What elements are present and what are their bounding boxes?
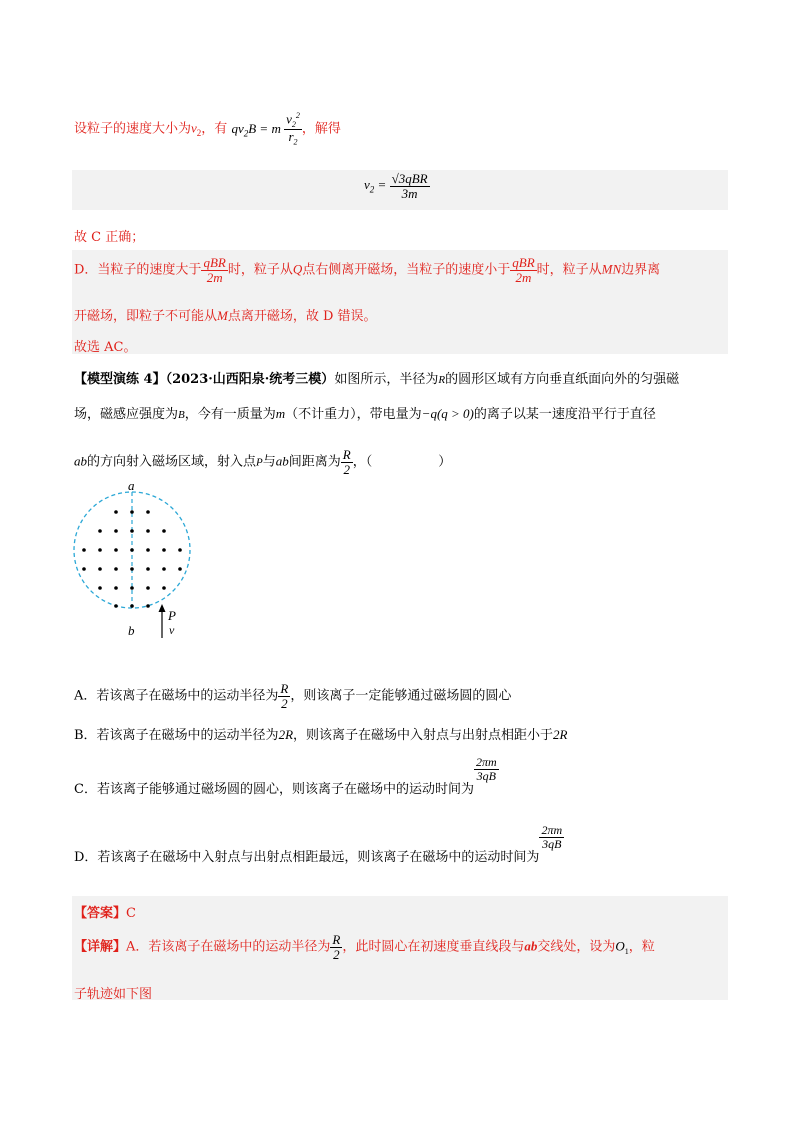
- text: D．当粒子的速度大于: [74, 262, 202, 278]
- text: ，解得: [301, 121, 341, 137]
- text: 点右侧离开磁场，当粒子的速度小于: [302, 262, 511, 278]
- c-correct-line: 故 C 正确；: [74, 230, 145, 245]
- fraction: [284, 112, 302, 147]
- fraction: [390, 172, 430, 200]
- fraction: [474, 756, 499, 782]
- den: r: [288, 129, 294, 145]
- var-mn: MN: [601, 261, 622, 277]
- detail-line1: [74, 933, 655, 961]
- label-a: a: [128, 480, 135, 493]
- choose-line: 故选 AC。: [74, 340, 137, 355]
- eq: =: [374, 177, 390, 193]
- text: 与: [262, 454, 276, 470]
- num: qBR: [512, 255, 535, 270]
- text: （不计重力），带电量为: [285, 407, 422, 422]
- var-R: R: [438, 374, 446, 386]
- sub: 2: [291, 119, 296, 129]
- var-B: B: [178, 409, 185, 421]
- f-lhs2: B = m: [248, 120, 281, 136]
- den: 3qB: [542, 836, 562, 851]
- text: D．若该离子在磁场中入射点与出射点相距最远，则该离子在磁场中的运动时间为: [74, 849, 540, 865]
- answer-value: C: [126, 906, 136, 921]
- fraction: [278, 682, 290, 710]
- sub: 2: [196, 128, 202, 139]
- text: C．若该离子能够通过磁场圆的圆心，则该离子在磁场中的运动时间为: [74, 781, 474, 797]
- text: ，此时圆心在初速度垂直线段与: [342, 939, 525, 955]
- text: 如图所示，半径为: [334, 372, 439, 387]
- den: 2m: [515, 269, 532, 285]
- text: 设粒子的速度大小为: [74, 121, 192, 137]
- fraction: [510, 256, 536, 284]
- text: 开磁场，即粒子不可能从: [74, 309, 218, 324]
- var-O: O: [615, 938, 625, 954]
- text: ，今有一质量为: [184, 407, 276, 422]
- val: 2R: [278, 727, 294, 742]
- den: 2: [343, 461, 350, 477]
- num: R: [332, 932, 341, 947]
- var-v: v: [191, 120, 197, 136]
- lhs: v: [364, 177, 370, 193]
- problem-line1: [74, 368, 679, 387]
- num: 2πm: [475, 755, 497, 769]
- option-a: [74, 682, 511, 710]
- option-c: [74, 755, 499, 797]
- num: √3qBR: [391, 171, 428, 186]
- magnetic-field-figure: [70, 480, 200, 640]
- answer-label: 【答案】: [74, 906, 127, 921]
- text: 场，磁感应强度为: [74, 407, 179, 422]
- label-P: P: [168, 608, 176, 623]
- fraction: [539, 824, 564, 850]
- text: A．若该离子在磁场中的运动半径为: [74, 688, 279, 704]
- sub: 2: [369, 184, 375, 195]
- den: 3qB: [476, 768, 496, 783]
- den: 2m: [206, 269, 223, 285]
- text: 时，粒子从: [227, 262, 293, 278]
- var-P: P: [256, 456, 263, 469]
- text: 时，粒子从: [536, 262, 602, 278]
- num: qBR: [203, 255, 226, 270]
- option-b: [74, 724, 567, 743]
- num: v: [286, 111, 292, 127]
- var-ab: ab: [524, 938, 538, 954]
- num: R: [342, 447, 351, 462]
- num: 2πm: [541, 823, 563, 837]
- label-v: v: [169, 623, 175, 637]
- var-q: Q: [292, 261, 303, 277]
- sub: 2: [243, 128, 249, 139]
- text: 间距离为: [288, 454, 341, 470]
- var-ab: ab: [74, 453, 87, 469]
- problem-line3: [74, 448, 451, 476]
- text: B．若该离子在磁场中的运动半径为: [74, 728, 279, 743]
- problem-line2: [74, 403, 656, 422]
- sup: 2: [295, 111, 300, 120]
- detail-line2: 子轨迹如下图: [74, 987, 153, 1002]
- fraction: [330, 933, 342, 961]
- detail-label: 【详解】: [74, 939, 127, 955]
- den: 3m: [401, 185, 418, 201]
- var-m: m: [275, 406, 286, 421]
- text: 的方向射入磁场区域，射入点: [87, 454, 257, 470]
- var-m: M: [217, 308, 228, 323]
- velocity-arrowhead: [159, 604, 166, 612]
- text: 交线处，设为: [537, 939, 616, 955]
- text: 的圆形区域有方向垂直纸面向外的匀强磁: [445, 372, 680, 387]
- val: 2R: [553, 727, 568, 742]
- num: R: [280, 681, 289, 696]
- sub: 1: [624, 947, 629, 957]
- text: ，（: [352, 454, 373, 470]
- problem-title: 【模型演练 4】（2023·山西阳泉·统考三模）: [74, 372, 335, 387]
- den: 2: [281, 695, 288, 711]
- text: ，则该离子在磁场中入射点与出射点相距小于: [293, 728, 554, 743]
- formula: [231, 111, 301, 147]
- text: 的离子以某一速度沿平行于直径: [473, 407, 656, 422]
- answer-line: [74, 902, 136, 921]
- speed-setup-line: [74, 112, 341, 147]
- label-b: b: [128, 623, 135, 638]
- fraction: [201, 256, 227, 284]
- fraction: [341, 448, 353, 476]
- option-d: [74, 823, 564, 865]
- text: A．若该离子在磁场中的运动半径为: [126, 939, 331, 955]
- den: 2: [333, 946, 340, 962]
- text: 点离开磁场，故 D 错误。: [227, 309, 377, 324]
- text: 边界离: [621, 262, 661, 278]
- text: ，有: [201, 121, 228, 137]
- result-formula: [364, 172, 430, 200]
- var-ab: ab: [275, 453, 289, 469]
- d-explanation-line1: [74, 256, 660, 284]
- text: ）: [438, 454, 452, 470]
- sub: 2: [293, 137, 298, 147]
- charge: −q(q > 0): [421, 406, 474, 421]
- f-lhs: qv: [231, 120, 244, 136]
- text: ，粒: [628, 939, 655, 955]
- text: ，则该离子一定能够通过磁场圆的圆心: [290, 688, 512, 704]
- d-explanation-line2: [74, 305, 377, 324]
